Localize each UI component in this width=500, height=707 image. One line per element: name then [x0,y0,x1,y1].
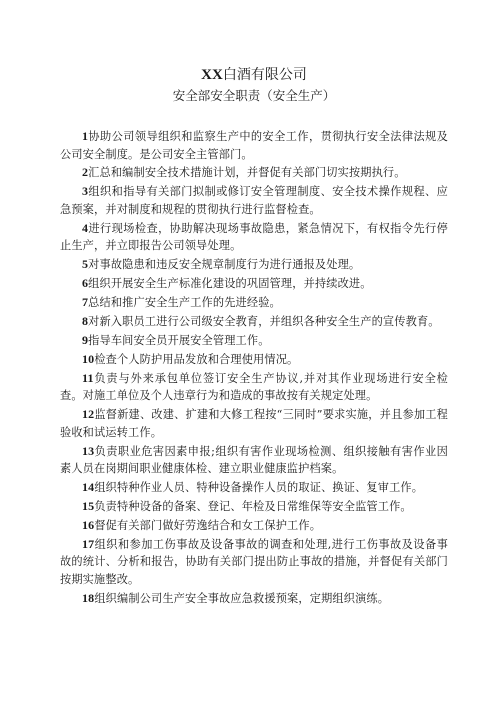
company-name-rest: 白酒有限公司 [222,67,307,83]
duty-item-number: 7 [82,295,89,310]
duty-item-text: 进行现场检查，协助解决现场事故隐患，紧急情况下，有权指令先行停止生产，并立即报告公司领导处理。 [60,221,448,253]
duty-item-text: 组织和参加工伤事故及设备事故的调查和处理,进行工伤事故及设备事故的统计、分析和报告，协助有关部门提出防止事故的措施，并督促有关部门按期实施整改。 [60,537,448,586]
duty-item [60,517,448,535]
duty-item [60,351,448,369]
duty-item-number: 18 [82,590,95,605]
duty-item [60,536,448,589]
duty-item-number: 2 [82,165,89,180]
duty-item [60,164,448,182]
duty-item [60,406,448,441]
duty-item [60,443,448,478]
duty-item-number: 15 [82,499,95,514]
duty-item [60,294,448,312]
duty-item-number: 10 [82,351,95,366]
duty-item [60,256,448,274]
duty-item-text: 检查个人防护用品发放和合理使用情况。 [94,352,299,366]
duty-item-text: 指导车间安全员开展安全管理工作。 [88,333,270,347]
duty-item-text: 组织开展安全生产标准化建设的巩固管理，并持续改进。 [88,277,372,291]
duty-item-number: 14 [82,480,95,495]
duty-item [60,479,448,497]
duty-item-text: 组织和指导有关部门拟制或修订安全管理制度、安全技术操作规程、应急预案，并对制度和规程的贯彻执行进行监督检查。 [60,185,448,216]
duty-item-number: 12 [82,407,95,422]
duty-item-number: 1 [82,129,89,143]
duty-item [60,275,448,293]
duty-item [60,590,448,608]
duty-item-number: 8 [82,314,89,329]
duty-item-text: 督促有关部门做好劳逸结合和女工保护工作。 [94,518,322,532]
duty-item-number: 11 [82,370,94,385]
duty-item-text: 汇总和编制安全技术措施计划，并督促有关部门切实按期执行。 [88,166,406,180]
document-title: 安全部安全职责（安全生产） [172,88,336,103]
duty-item-text: 负责特种设备的备案、登记、年检及日常维保等安全监管工作。 [94,500,412,514]
duty-item-number: 4 [82,220,89,235]
duty-item-text: 监督新建、改建、扩建和大修工程按“三同时”要求实施，并且参加工程验收和试运转工作。 [60,408,448,439]
duty-item [60,220,448,255]
duty-item [60,332,448,350]
duty-item-text: 对事故隐患和违反安全规章制度行为进行通报及处理。 [88,258,361,272]
duty-item-text: 对新入职员工进行公司级安全教育，并组织各种安全生产的宣传教育。 [88,315,440,329]
duty-item-number: 3 [82,184,89,199]
duty-item-number: 17 [82,536,95,551]
duty-item [60,183,448,218]
duty-item-text: 组织编制公司生产安全事故应急救援预案，定期组织演练。 [94,591,390,605]
duty-item-number: 5 [82,257,89,272]
duty-item-text: 负责职业危害因素申报;组织有害作业现场检测、组织接触有害作业因素人员在岗期间职业健康体检、建立职业健康监护档案。 [60,444,448,476]
duty-item-number: 16 [82,517,95,532]
company-name [60,66,448,84]
duty-list [60,128,448,607]
duty-item [60,128,448,163]
duty-item-text: 负责与外来承包单位签订安全生产协议,并对其作业现场进行安全检查。对施工单位及个人违章行为和造成的事故按有关规定处理。 [60,371,448,403]
duty-item-text: 总结和推广安全生产工作的先进经验。 [88,296,281,310]
duty-item-number: 6 [82,276,89,291]
duty-item [60,370,448,405]
duty-item-text: 组织特种作业人员、特种设备操作人员的取证、换证、复审工作。 [94,481,424,495]
duty-item [60,498,448,516]
duty-item-number: 13 [82,443,95,458]
company-brand: XX [201,67,223,83]
duty-item-number: 9 [82,332,89,347]
duty-item [60,313,448,331]
duty-item-text: 协助公司领导组织和监察生产中的安全工作，贯彻执行安全法律法规及公司安全制度。是公司安全主管部门。 [60,130,448,161]
